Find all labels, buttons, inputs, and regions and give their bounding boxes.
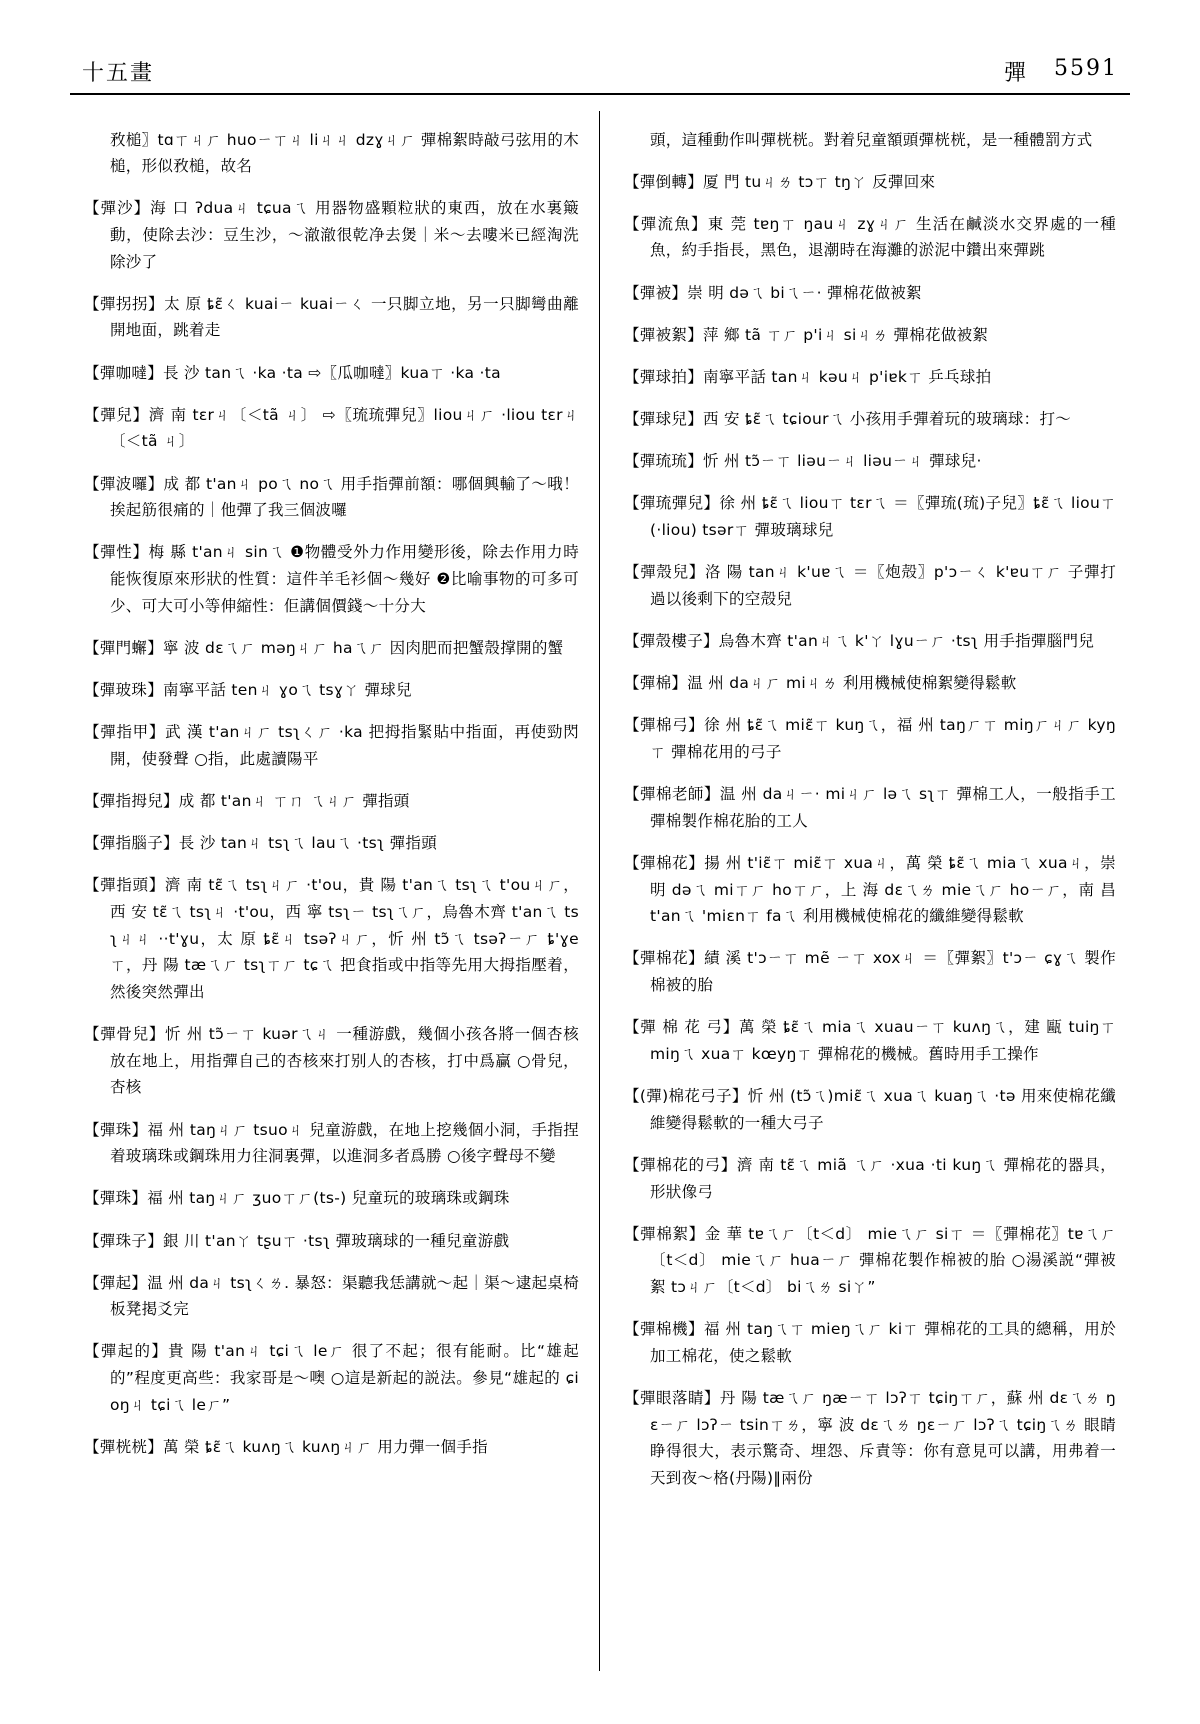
entry: 【彈骨兒】忻 州 tɔ̃ㄧㄒ kuərㄟㄐ 一種游戲，幾個小孩各將一個杏核放在地上，用指彈自己的杏核來打别人的杏核，打中爲贏 ○骨兒，杏核 [84, 1025, 579, 1097]
entry: 【彈棉花】績 溪 t'ɔㄧㄒ mẽ ㄧㄒ xoxㄐ ＝〖彈絮〗t'ɔㄧ ɕɣㄟ 製作棉被的胎 [624, 949, 1116, 995]
column-right [600, 111, 1130, 1671]
entry: 【彈棉老師】温 州 daㄐㄧ· miㄐㄏ ləㄟ sʅㄒ 彈棉工人，一般指手工彈棉製作棉花胎的工人 [624, 785, 1116, 830]
column-left [70, 111, 600, 1671]
header-right-group [1004, 56, 1118, 87]
entry: 【彈棉絮】金 華 tɐㄟㄏ〔t＜d〕 mieㄟㄏ siㄒ ＝〖彈棉花〗tɐㄟㄏ〔t＜d〕 mieㄟㄏ huaㄧㄏ 彈棉花製作棉被的胎 ○湯溪説“彈被絮 tɔㄐㄏ〔t＜d〕 biㄟㄌ siㄚ” [624, 1224, 1116, 1296]
page-header [70, 56, 1130, 95]
entry: 【彈起】温 州 daㄐ tsʅㄑㄌ. 暴怒：渠聽我恁講就～起｜渠～逮起桌椅板凳掲爻完 [84, 1273, 579, 1319]
entry: 【彈玻珠】南寧平話 tenㄐ ɣoㄟ tsɣㄚ 彈球兒 [84, 681, 412, 699]
header-char: 彈 [1003, 61, 1028, 86]
entry: 【彈指拇兒】成 都 t'anㄐ ㄒㄇ ㄟㄐㄏ 彈指頭 [84, 791, 410, 810]
page-number: 5591 [1054, 56, 1118, 81]
entry: 【彈棉】温 州 daㄐㄏ miㄐㄌ 利用機械使棉絮變得鬆軟 [624, 674, 1017, 693]
entry: 【彈沙】海 口 ʔduaㄐ tɕuaㄟ 用器物盛顆粒狀的東西，放在水裏簸動，使除去沙：豆生沙，～澈澈很乾净去煲｜米～去嘍米已經淘洗除沙了 [84, 199, 579, 271]
entry: 【彈球兒】西 安 ȶɛ̃ㄟ tɕiourㄟ 小孩用手彈着玩的玻璃球：打～ [624, 410, 1072, 429]
entry: 【彈殼兒】洛 陽 tanㄐ k'uɐㄟ ＝〖炮殻〗p'ɔㄧㄑ k'ɐuㄒㄏ 子彈打過以後剩下的空殻兒 [624, 563, 1116, 608]
entry: 【彈流魚】東 莞 tɐŋㄒ ŋauㄐ zɣㄐㄏ 生活在鹹淡水交界處的一種魚，約手指長，黑色，退潮時在海灘的淤泥中鑽出來彈跳 [624, 214, 1116, 260]
text-columns [70, 111, 1130, 1671]
entry: 【彈 棉 花 弓】萬 榮 ȶɛ̃ㄟ miaㄟ xuauㄧㄒ kuʌŋㄟ，建 甌 tuiŋㄒ miŋㄟ xuaㄒ kœyŋㄒ 彈棉花的機械。舊時用手工操作 [624, 1018, 1116, 1063]
entry: 【(彈)棉花弓子】忻 州 (tɔ̃ㄟ)miɛ̃ㄟ xuaㄟ kuaŋㄟ ·tə 用來使棉花纖維變得鬆軟的一種大弓子 [624, 1087, 1116, 1132]
entry: 【彈棉花】揚 州 t'iɛ̃ㄒ miɛ̃ㄒ xuaㄐ，萬 榮 ȶɛ̃ㄟ miaㄟ xuaㄐ，崇 明 dəㄟ miㄒㄏ hoㄒㄏ，上 海 dɛㄟㄌ mieㄟㄏ hoㄧㄏ，南 昌 t'anㄟ 'miɛnㄒ faㄟ 利用機械使棉花的纖維變得鬆軟 [624, 853, 1116, 926]
entry: 【彈被】崇 明 dəㄟ biㄟㄧ· 彈棉花做被絮 [624, 283, 922, 302]
entry: 頭，這種動作叫彈桄桄。對着兒童額頭彈桄桄，是一種體罰方式 [650, 130, 1093, 149]
entry: 【彈門蠏】寧 波 dɛㄟㄏ məŋㄐㄏ haㄟㄏ 因肉肥而把蟹殼撑開的蟹 [84, 638, 564, 657]
entry: 【彈波囉】成 都 t'anㄐ poㄟ noㄟ 用手指彈前額：哪個興輸了～哦！挨起筋很痛的｜他彈了我三個波囉 [84, 474, 579, 520]
entry: 【彈兒】濟 南 tɛrㄐ〔＜tã ㄐ〕 ⇨〖琉琉彈兒〗liouㄐㄏ ·liou tɛrㄐ〔＜tã ㄐ〕 [84, 405, 579, 451]
entry: 【彈珠】福 州 taŋㄐㄏ tsuoㄐ 兒童游戲，在地上挖幾個小洞，手指捏着玻璃珠或鋼珠用力往洞裏彈，以進洞多者爲勝 ○後字聲母不變 [84, 1120, 579, 1166]
entry: 【彈被絮】萍 鄉 tã ㄒㄏ p'iㄐ siㄐㄌ 彈棉花做被絮 [624, 325, 989, 344]
entry: 【彈琉彈兒】徐 州 ȶɛ̃ㄟ liouㄒ tɛrㄟ ＝〖彈琉(琉)子兒〗ȶɛ̃ㄟ liouㄒ(·liou) tsərㄒ 彈玻璃球兒 [624, 494, 1116, 540]
entry: 【彈琉琉】忻 州 tɔ̃ㄧㄒ liəuㄧㄐ liəuㄧㄐ 彈球兒· [624, 452, 982, 471]
entry: 【彈棉花的弓】濟 南 tɛ̃ㄟ miã ㄟㄏ ·xua ·ti kuŋㄟ 彈棉花的器具，形狀像弓 [624, 1155, 1116, 1201]
entry: 【彈倒轉】厦 門 tuㄐㄌ tɔㄒ tŋㄚ 反彈回來 [624, 172, 936, 191]
entry: 【彈指腦子】長 沙 tanㄐ tsʅㄟ lauㄟ ·tsʅ 彈指頭 [84, 834, 438, 853]
entry: 【彈指頭】濟 南 tɛ̃ㄟ tsʅㄐㄏ ·t'ou，貴 陽 t'anㄟ tsʅㄟ t'ouㄐㄏ，西 安 tɛ̃ㄟ tsʅㄐ ·t'ou，西 寧 tsʅㄧ tsʅㄟㄏ，烏魯木齊 t'anㄟ tsʅㄐㄐ ··t'ɣu，太 原 ȶɛ̃ㄐ tsəʔㄐㄏ，忻 州 tɔ̃ㄟ tsəʔㄧㄏ ȶ'ɣeㄒ，丹 陽 tæㄟㄏ tsʅㄒㄏ tɕㄟ 把食指或中指等先用大拇指壓着，然後突然彈出 [84, 876, 579, 1001]
entry: 【彈棉機】福 州 taŋㄟㄒ mieŋㄟㄏ kiㄒ 彈棉花的工具的總稱，用於加工棉花，使之鬆軟 [624, 1320, 1116, 1365]
entry: 【彈咖噠】長 沙 tanㄟ ·ka ·ta ⇨〖瓜咖噠〗kuaㄒ ·ka ·ta [84, 363, 501, 382]
entry: 【彈珠子】銀 川 t'anㄚ tʂuㄒ ·tsʅ 彈玻璃球的一種兒童游戲 [84, 1231, 510, 1250]
entry: 【彈眼落睛】丹 陽 tæㄟㄏ ŋæㄧㄒ lɔʔㄒ tɕiŋㄒㄏ，蘇 州 dɛㄟㄌ ŋɛㄧㄏ lɔʔㄧ tsinㄒㄌ，寧 波 dɛㄟㄌ ŋɛㄧㄏ lɔʔㄟ tɕiŋㄟㄌ 眼睛睁得很大，表示驚奇、埋怨、斥責等：你有意見可以講，用弗着一天到夜～格(丹陽)‖兩份 [624, 1388, 1116, 1487]
entry: 【彈殼樓子】烏魯木齊 t'anㄐㄟ k'ㄚ lɣuㄧㄏ ·tsʅ 用手指彈腦門兒 [624, 632, 1095, 651]
entry: 【彈性】梅 縣 t'anㄐ sinㄟ ❶物體受外力作用變形後，除去作用力時能恢復原來形狀的性質：這件羊毛衫個～幾好 ❷比喻事物的可多可少、可大可小等伸縮性：佢講個價錢～十分大 [84, 543, 579, 615]
entry: 敄槌〗tɑㄒㄐㄏ huoㄧㄒㄐ liㄐㄐ dzɣㄐㄏ 彈棉絮時敲弓弦用的木槌，形似敄槌，故名 [110, 130, 579, 176]
entry: 【彈起的】貴 陽 t'anㄐ tɕiㄟ leㄏ 很了不起；很有能耐。比“雄起的”程度更高些：我家哥是～噢 ○這是新起的説法。參見“雄起的 ɕioŋㄐ tɕiㄟ leㄏ” [84, 1342, 579, 1414]
entry: 【彈桄桄】萬 榮 ȶɛ̃ㄟ kuʌŋㄟ kuʌŋㄐㄏ 用力彈一個手指 [84, 1437, 488, 1456]
entry: 【彈棉弓】徐 州 ȶɛ̃ㄟ miɛ̃ㄒ kuŋㄟ，福 州 taŋㄏㄒ miŋㄏㄐㄏ kyŋㄒ 彈棉花用的弓子 [624, 716, 1116, 761]
entry: 【彈拐拐】太 原 ȶɛ̃ㄑ kuaiㄧ kuaiㄧㄑ 一只脚立地，另一只脚彎曲離開地面，跳着走 [84, 294, 579, 340]
entry: 【彈球拍】南寧平話 tanㄐ kəuㄐ p'iɐkㄒ 乒乓球拍 [624, 367, 992, 386]
header-section-label: 十五畫 [82, 61, 155, 86]
entry: 【彈珠】福 州 taŋㄐㄏ ʒuoㄒㄏ(ts-) 兒童玩的玻璃珠或鋼珠 [84, 1189, 510, 1208]
entry: 【彈指甲】武 漢 t'anㄐㄏ tsʅㄑㄏ ·ka 把拇指緊貼中指面，再使勁閃開，使發聲 ○指，此處讀陽平 [84, 723, 579, 768]
